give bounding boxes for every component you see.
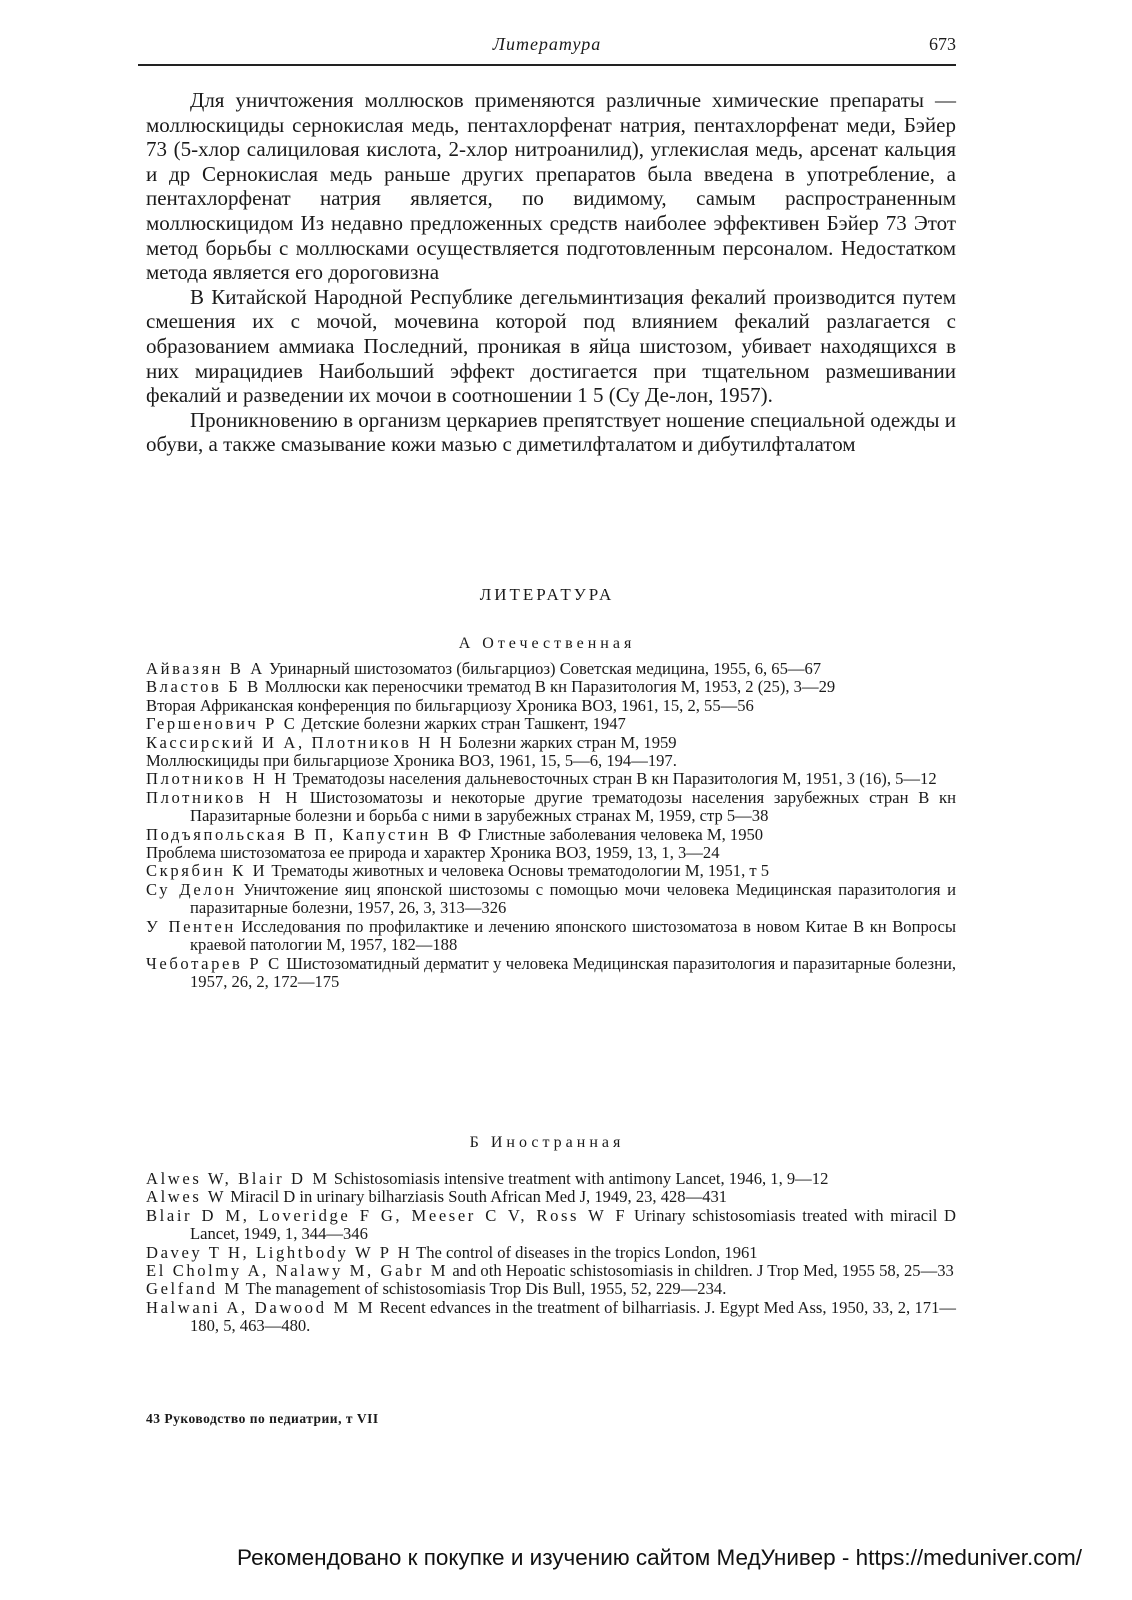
reference-text: Трематоды животных и человека Основы трематодологии М, 1951, т 5 <box>267 861 770 881</box>
reference-entry <box>146 1188 956 1206</box>
reference-entry <box>146 789 956 826</box>
header-rule <box>138 64 956 66</box>
reference-entry <box>146 752 956 770</box>
foreign-section-heading: Б Иностранная <box>469 1134 625 1151</box>
reference-text: Исследования по профилактике и лечению японского шистозоматоза в новом Китае В кн Вопросы краевой патологии М, 1957, 182—188 <box>190 916 956 955</box>
reference-entry <box>146 1280 956 1298</box>
reference-entry <box>146 826 956 844</box>
reference-entry <box>146 1207 956 1244</box>
reference-author: Гершенович Р С <box>146 714 298 734</box>
reference-entry <box>146 697 956 715</box>
reference-entry <box>146 660 956 678</box>
running-head <box>138 30 956 60</box>
reference-author: У Пентен <box>146 916 236 936</box>
reference-entry <box>146 1244 956 1262</box>
reference-entry <box>146 734 956 752</box>
reference-entry <box>146 955 956 992</box>
reference-author: Плотников Н Н <box>146 769 289 789</box>
running-head-title: Литература <box>492 34 602 54</box>
reference-author: Alwes W, Blair D M <box>146 1169 330 1188</box>
paragraph: Проникновению в организм церкариев препятствует ношение специальной одежды и обуви, а также смазывание кожи мазью с диметилфталатом и дибутилфталатом <box>146 407 956 457</box>
reference-author: Су Делон <box>146 879 237 899</box>
reference-text: Уничтожение яиц японской шистозомы с помощью мочи человека Медицинская паразитология и паразитарные болезни, 1957, 26, 3, 313—326 <box>190 879 956 918</box>
reference-text: The management of schistosomiasis Trop Dis Bull, 1955, 52, 229—234. <box>241 1279 727 1299</box>
reference-entry <box>146 715 956 733</box>
signature-footnote: 43 Руководство по педиатрии, т VII <box>146 1411 379 1426</box>
reference-author: Чеботарев Р С <box>146 953 282 973</box>
reference-author: Плотников Н Н <box>146 787 301 807</box>
reference-text: Глистные заболевания человека М, 1950 <box>473 824 764 844</box>
reference-text: Уринарный шистозоматоз (бильгарциоз) Советская медицина, 1955, 6, 65—67 <box>264 659 822 678</box>
reference-author: Подъяпольская В П, Капустин В Ф <box>146 824 474 844</box>
reference-entry <box>146 881 956 918</box>
reference-author: Blair D M, Loveridge F G, Meeser C V, Ross W F <box>146 1205 628 1225</box>
reference-entry <box>146 844 956 862</box>
reference-text: Шистозоматозы и некоторые другие трематодозы населения зарубежных стран В кн Паразитарные болезни и борьба с ними в зарубежных странах М, 1959, стр 5—38 <box>190 787 956 826</box>
reference-entry <box>146 1170 956 1188</box>
reference-author: Айвазян В А <box>146 659 265 678</box>
domestic-reference-list <box>146 660 956 991</box>
reference-entry <box>146 862 956 880</box>
foreign-reference-list <box>146 1170 956 1336</box>
reference-text: and oth Hepoatic schistosomiasis in children. J Trop Med, 1955 58, 25—33 <box>448 1261 954 1281</box>
reference-text: Детские болезни жарких стран Ташкент, 1947 <box>297 714 626 734</box>
body-text <box>146 88 956 457</box>
reference-text: Miracil D in urinary bilharziasis South African Med J, 1949, 23, 428—431 <box>226 1187 728 1207</box>
literature-heading: ЛИТЕРАТУРА <box>479 585 615 604</box>
reference-author: Alwes W <box>146 1187 227 1207</box>
reference-author: Halwani A, Dawood M M <box>146 1297 376 1317</box>
reference-entry <box>146 678 956 696</box>
reference-text: Вторая Африканская конференция по бильгарциозу Хроника ВОЗ, 1961, 15, 2, 55—56 <box>146 695 754 715</box>
paragraph: В Китайской Народной Республике дегельминтизация фекалий производится путем смешения их с мочой, мочевина которой под влиянием фекалий разлагается с образованием аммиака Последний, проникая в яйца шистозом, убивает находящихся в них мирацидиев Наибольший эффект достигается при тщательном размешивании фекалий и разведении их мочои в соотношении 1 5 (Су Де-лон, 1957). <box>146 284 956 408</box>
domestic-section-heading: А Отечественная <box>458 635 636 652</box>
page-number: 673 <box>929 34 956 54</box>
promo-banner: Рекомендовано к покупке и изучению сайтом МедУнивер - https://meduniver.com/ <box>237 1545 1082 1570</box>
reference-text: Urinary schistosomiasis treated with miracil D Lancet, 1949, 1, 344—346 <box>190 1205 956 1244</box>
reference-entry <box>146 1299 956 1336</box>
reference-author: Davey T H, Lightbody W P H <box>146 1242 413 1262</box>
paragraph: Для уничтожения моллюсков применяются различные химические препараты — моллюскициды сернокислая медь, пентахлорфенат натрия, пентахлорфенат меди, Бэйер 73 (5-хлор салициловая кислота, 2-хлор нитроанилид), углекислая медь, арсенат кальция и др Сернокислая медь раньше других препаратов была введена в употребление, а пентахлорфенат натрия является, по видимому, самым распространенным моллюскицидом Из недавно предложенных средств наиболее эффективен Бэйер 73 Этот метод борьбы с моллюсками осуществляется подготовленным персоналом. Недостатком метода является его дороговизна <box>146 88 956 285</box>
reference-text: Проблема шистозоматоза ее природа и характер Хроника ВОЗ, 1959, 13, 1, 3—24 <box>146 843 720 863</box>
reference-entry <box>146 770 956 788</box>
reference-text: The control of diseases in the tropics London, 1961 <box>412 1242 758 1262</box>
reference-text: Моллюски как переносчики трематод В кн Паразитология М, 1953, 2 (25), 3—29 <box>260 677 836 697</box>
reference-text: Recent edvances in the treatment of bilharriasis. J. Egypt Med Ass, 1950, 33, 2, 171—180, 5, 463—480. <box>190 1297 956 1336</box>
reference-text: Болезни жарких стран М, 1959 <box>454 732 677 752</box>
reference-text: Моллюскициды при бильгарциозе Хроника ВОЗ, 1961, 15, 5—6, 194—197. <box>146 751 677 771</box>
reference-text: Трематодозы населения дальневосточных стран В кн Паразитология М, 1951, 3 (16), 5—12 <box>288 769 937 789</box>
reference-author: Gelfand M <box>146 1279 242 1299</box>
reference-author: Властов Б В <box>146 677 261 697</box>
reference-text: Шистозоматидный дерматит у человека Медицинская паразитология и паразитарные болезни, 1957, 26, 2, 172—175 <box>190 953 956 991</box>
reference-author: Скрябин К И <box>146 861 268 881</box>
reference-entry <box>146 918 956 955</box>
reference-author: Кассирский И А, Плотников Н Н <box>146 732 455 752</box>
reference-text: Schistosomiasis intensive treatment with antimony Lancet, 1946, 1, 9—12 <box>329 1169 829 1188</box>
reference-author: El Cholmy A, Nalawy M, Gabr M <box>146 1261 449 1281</box>
reference-entry <box>146 1262 956 1280</box>
